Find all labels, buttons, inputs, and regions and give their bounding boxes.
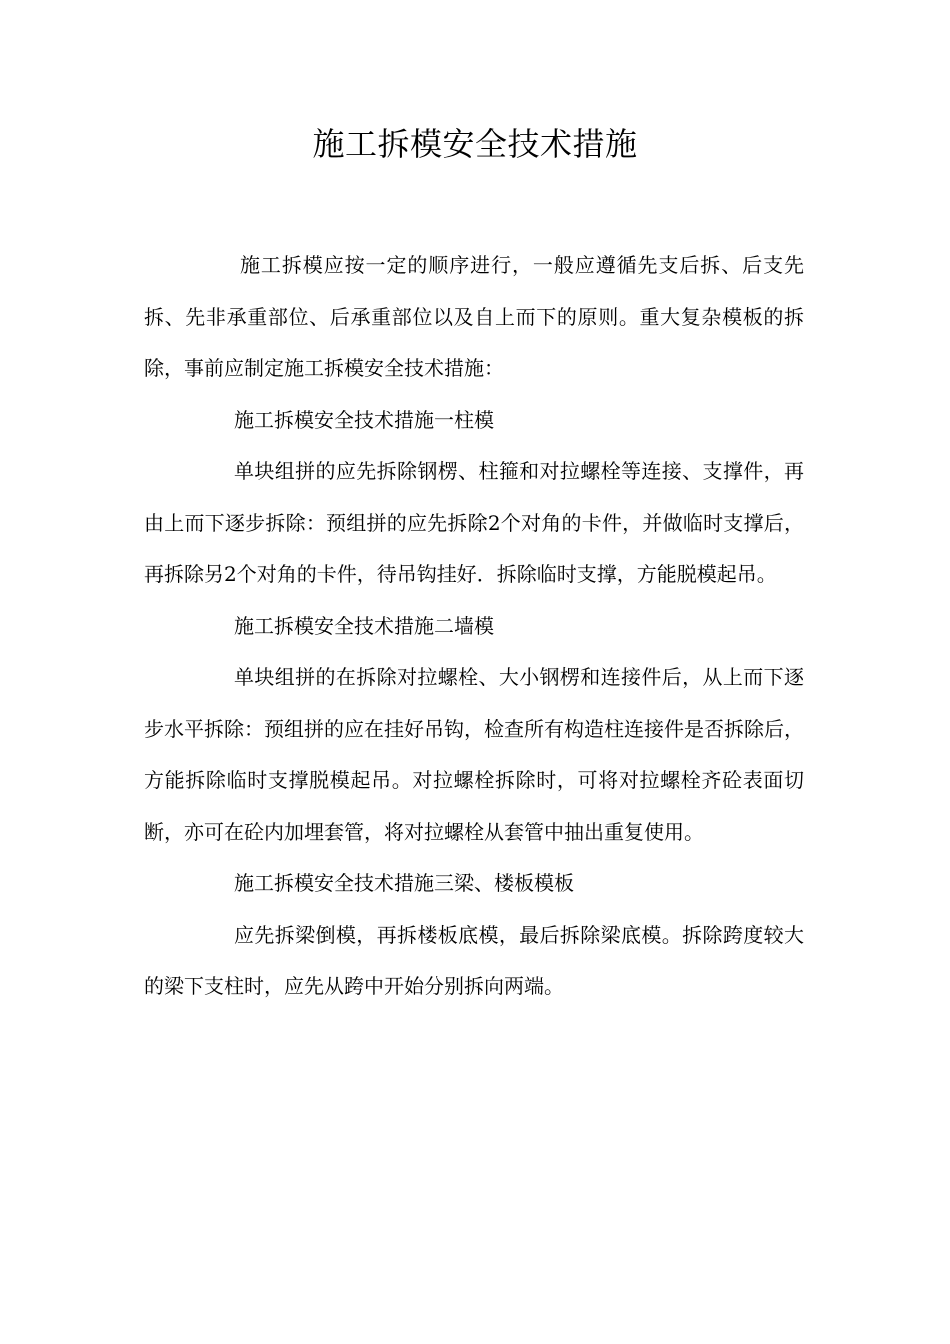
paragraph-beam-slab-formwork: 应先拆梁倒模，再拆楼板底模，最后拆除梁底模。拆除跨度较大的梁下支柱时，应先从跨中开始分别拆向两端。 <box>144 922 804 998</box>
document-body <box>144 240 804 1013</box>
section-heading-column-formwork: 施工拆模安全技术措施一柱模 <box>234 407 494 432</box>
paragraph-wall-formwork: 单块组拼的在拆除对拉螺栓、大小钢楞和连接件后，从上而下逐步水平拆除：预组拼的应在挂好吊钩，检查所有构造柱连接件是否拆除后，方能拆除临时支撑脱模起吊。对拉螺栓拆除时，可将对拉螺栓齐砼表面切断，亦可在砼内加埋套管，将对拉螺栓从套管中抽出重复使用。 <box>144 665 804 844</box>
paragraph-column-formwork: 单块组拼的应先拆除钢楞、柱箍和对拉螺栓等连接、支撑件，再由上而下逐步拆除：预组拼的应先拆除2个对角的卡件，并做临时支撑后，再拆除另2个对角的卡件，待吊钩挂好．拆除临时支撑，方能脱模起吊。 <box>144 459 804 586</box>
paragraph-intro: 施工拆模应按一定的顺序进行，一般应遵循先支后拆、后支先拆、先非承重部位、后承重部位以及自上而下的原则。重大复杂模板的拆除，事前应制定施工拆模安全技术措施： <box>144 253 804 380</box>
section-heading-beam-slab-formwork: 施工拆模安全技术措施三梁、楼板模板 <box>234 871 574 895</box>
document-title: 施工拆模安全技术措施 <box>312 125 638 163</box>
section-heading-wall-formwork: 施工拆模安全技术措施二墙模 <box>234 613 494 638</box>
